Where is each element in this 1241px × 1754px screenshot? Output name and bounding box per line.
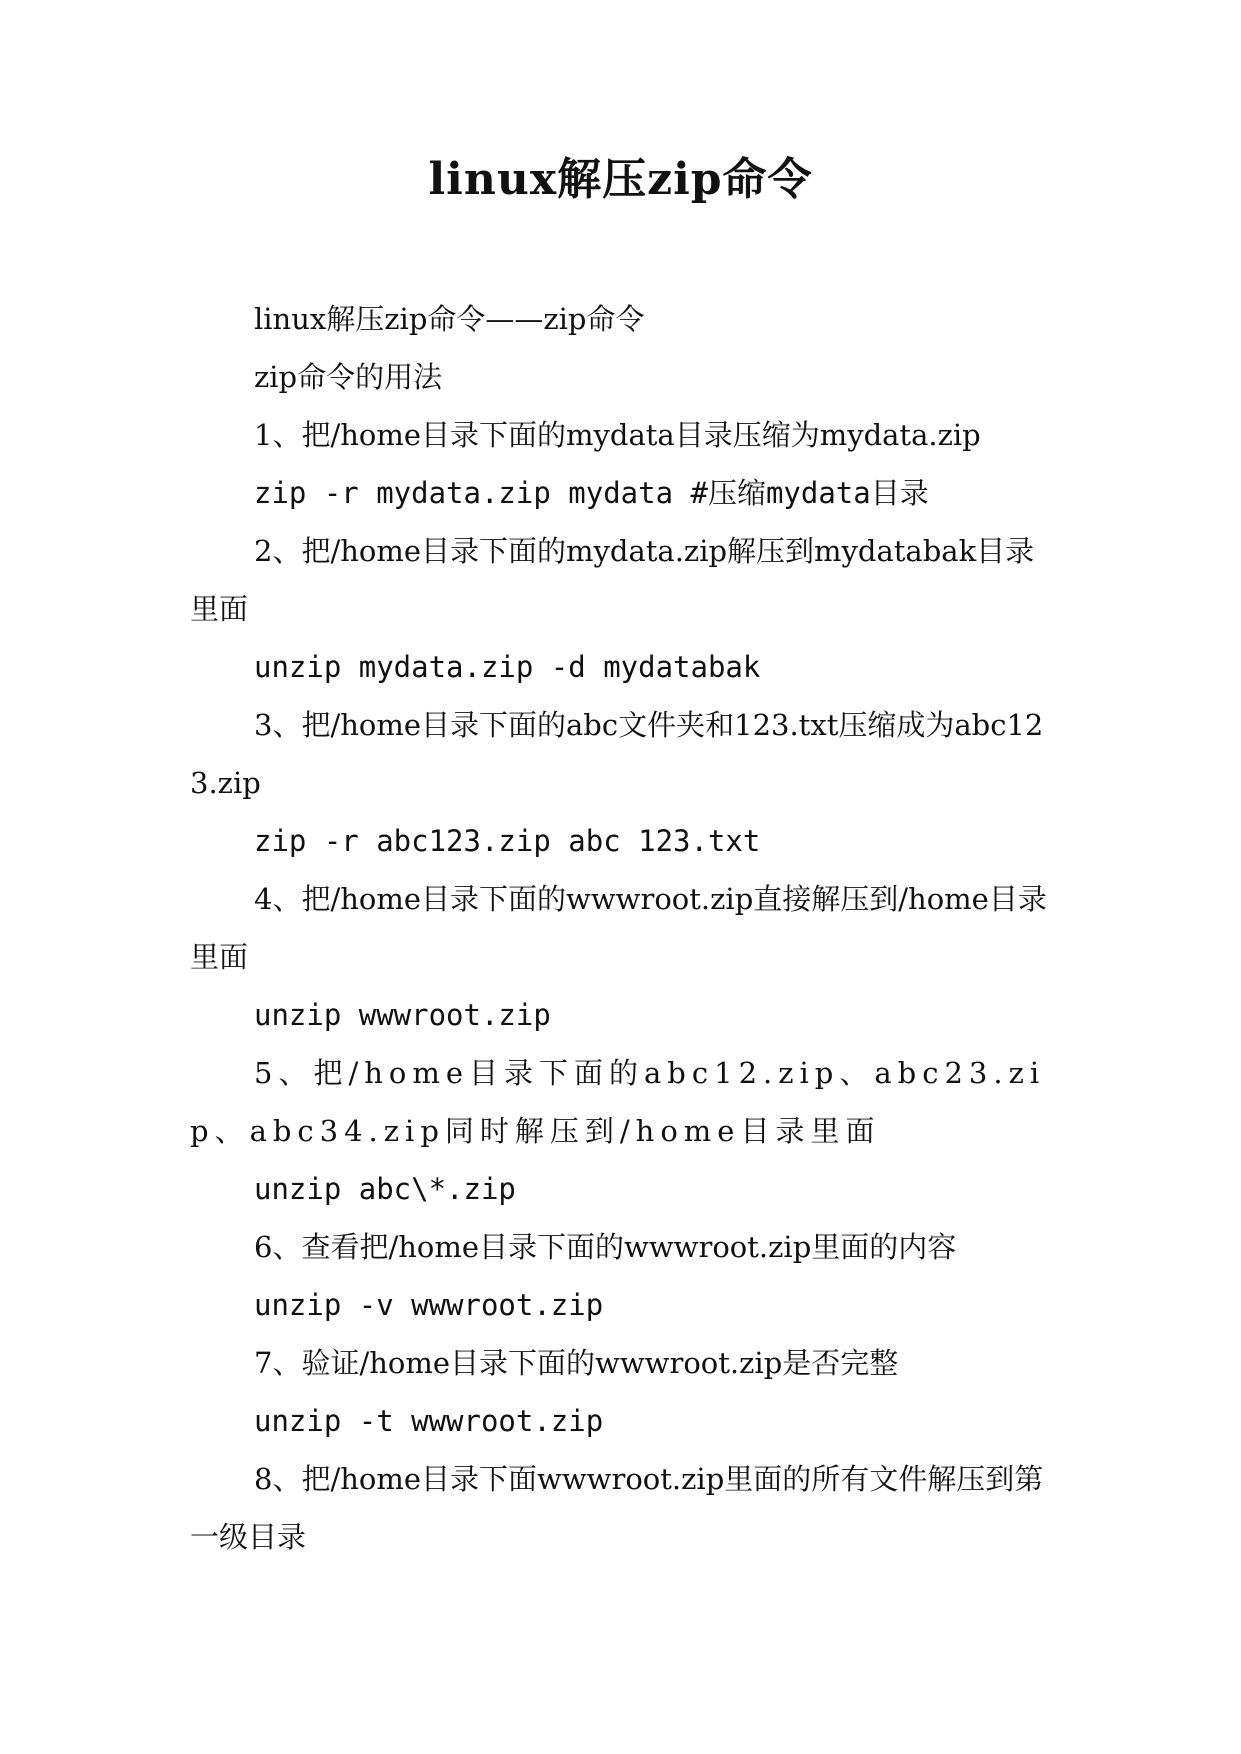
paragraph-step-8: 8、把/home目录下面wwwroot.zip里面的所有文件解压到第一级目录 <box>190 1462 1044 1554</box>
paragraph-step-3: 3、把/home目录下面的abc文件夹和123.txt压缩成为abc123.zip <box>190 708 1044 800</box>
paragraph-step-2: 2、把/home目录下面的mydata.zip解压到mydatabak目录里面 <box>190 534 1035 626</box>
paragraph-step-1: 1、把/home目录下面的mydata目录压缩为mydata.zip <box>254 418 981 452</box>
document-body <box>190 290 1052 1566</box>
paragraph-command-5: unzip abc\*.zip <box>254 1172 516 1206</box>
paragraph-command-4: unzip wwwroot.zip <box>254 998 551 1032</box>
paragraph-step-6: 6、查看把/home目录下面的wwwroot.zip里面的内容 <box>254 1230 957 1264</box>
paragraph-command-1: zip -r mydata.zip mydata #压缩mydata目录 <box>254 476 929 510</box>
paragraph-command-2: unzip mydata.zip -d mydatabak <box>254 650 761 684</box>
document-title: linux解压zip命令 <box>428 154 813 205</box>
paragraph-step-5: 5、把/home目录下面的abc12.zip、abc23.zip、abc34.zip同时解压到/home目录里面 <box>190 1056 1046 1148</box>
paragraph-command-7: unzip -t wwwroot.zip <box>254 1404 604 1438</box>
paragraph-step-7: 7、验证/home目录下面的wwwroot.zip是否完整 <box>254 1346 899 1380</box>
paragraph-usage-heading: zip命令的用法 <box>254 360 443 394</box>
paragraph-command-6: unzip -v wwwroot.zip <box>254 1288 604 1322</box>
paragraph-intro: linux解压zip命令——zip命令 <box>254 302 645 336</box>
paragraph-step-4: 4、把/home目录下面的wwwroot.zip直接解压到/home目录里面 <box>190 882 1047 974</box>
paragraph-command-3: zip -r abc123.zip abc 123.txt <box>254 824 761 858</box>
